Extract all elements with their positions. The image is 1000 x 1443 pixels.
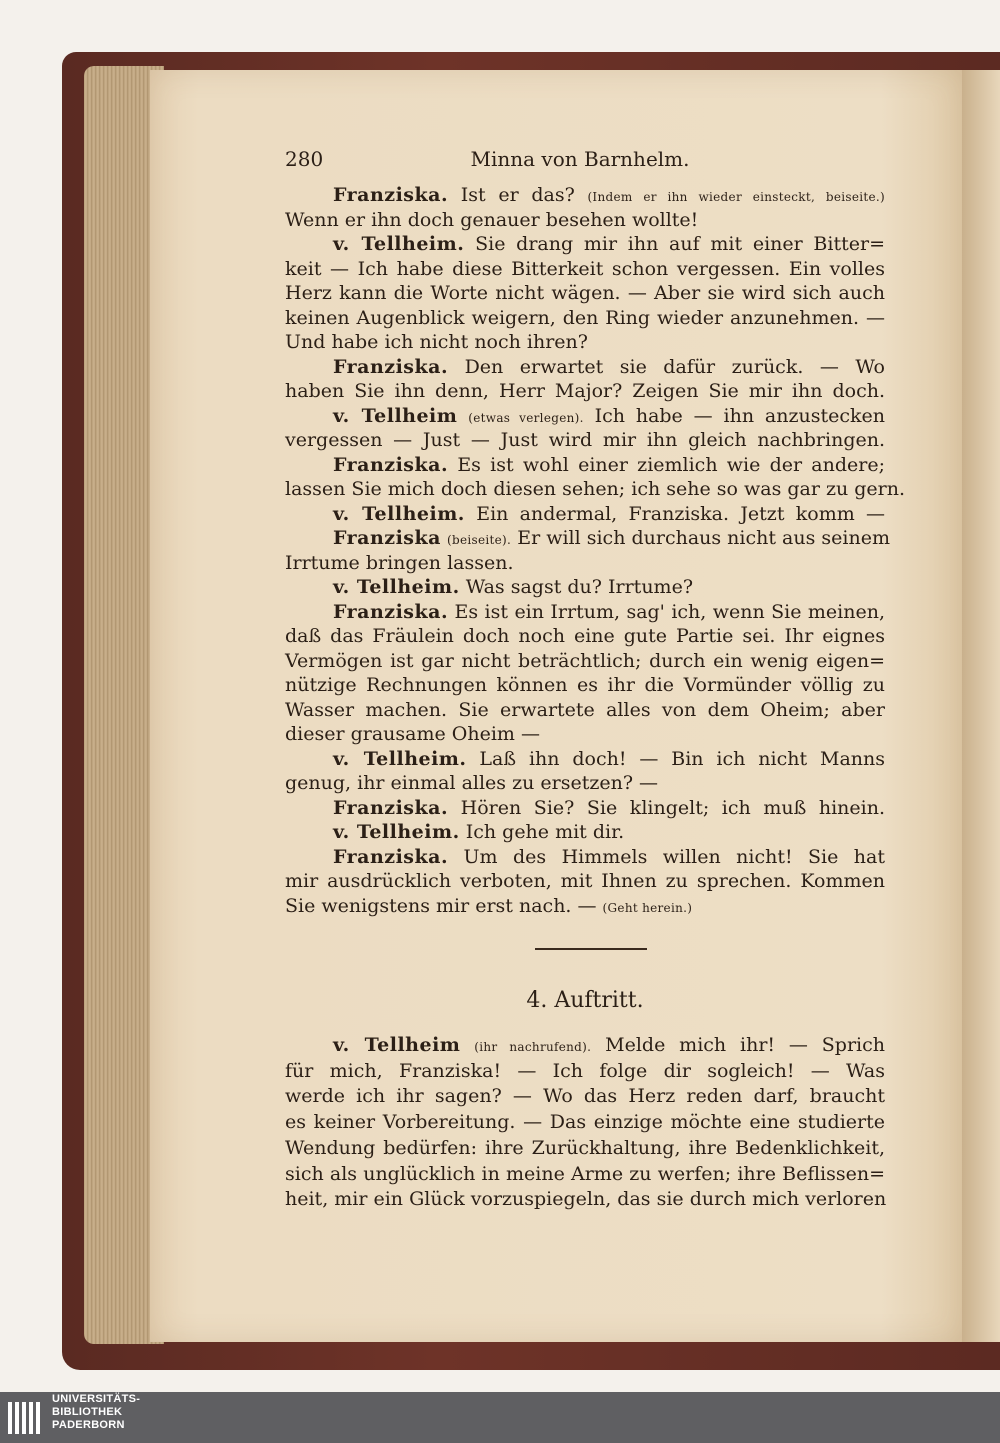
line-text: Sie wenigstens mir erst nach. — [285,894,603,917]
line-text: Herz kann die Worte nicht wägen. — Aber sie wird sich auch [285,282,885,304]
line-text: haben Sie ihn denn, Herr Major? Zeigen Sie mir ihn doch. [285,380,885,402]
stage-direction: (beiseite). [447,533,512,547]
text-line [333,183,885,207]
library-name-line1: UNIVERSITÄTS- [52,1393,141,1405]
line-text: Was sagst du? Irrtume? [459,576,694,598]
line-text: keinen Augenblick weigern, den Ring wieder anzunehmen. — [285,306,885,329]
line-text: Und habe ich nicht noch ihren? [285,331,588,353]
text-line [285,281,885,305]
text-line [285,330,885,354]
line-text: Wenn er ihn doch genauer besehen wollte! [285,208,699,231]
line-text: Wasser machen. Sie erwartete alles von dem Oheim; aber [285,698,885,721]
line-text: werde ich ihr sagen? — Wo das Herz reden darf, braucht [285,1085,885,1108]
text-line [333,747,885,771]
line-text: Irrtume bringen lassen. [285,551,514,574]
text-line [285,1059,885,1083]
text-line [285,1136,885,1160]
text-line [285,208,885,232]
speaker-name: Franziska. [333,184,449,206]
library-footer [0,1392,1000,1443]
stage-direction: (Indem er ihn wieder einsteckt, beiseite.) [587,190,885,204]
line-text: Es ist ein Irrtum, sag' ich, wenn Sie meinen, [448,600,885,623]
text-line [285,257,885,281]
line-text: für mich, Franziska! — Ich folge dir sogleich! — Was [285,1059,885,1082]
text-line [285,869,885,893]
stage-direction: (ihr nachrufend). [474,1040,592,1054]
text-line [333,575,885,599]
library-name [52,1393,140,1432]
text-line [285,428,885,452]
running-title: Minna von Barnhelm. [470,147,690,171]
line-text [460,1034,474,1056]
line-text: nützige Rechnungen können es ihr die Vormünder völlig zu [285,674,885,696]
speaker-name: Franziska. [333,796,449,819]
text-line [333,453,885,477]
line-text: Sie drang mir ihn auf mit einer Bitter= [464,233,885,255]
line-text: Ein andermal, Franziska. Jetzt komm — [464,502,886,525]
text-line [333,232,885,256]
text-line [285,306,885,330]
speaker-name: v. Tellheim [333,1034,461,1056]
line-text: genug, ihr einmal alles zu ersetzen? — [285,772,659,794]
text-line [333,526,890,550]
line-text: vergessen — Just — Just wird mir ihn gleich nachbringen. [285,429,885,451]
speaker-name: Franziska [333,527,441,549]
text-line [285,477,906,501]
speaker-name: v. Tellheim. [333,233,465,255]
line-text: daß das Fräulein doch noch eine gute Partie sei. Ihr eignes [285,625,885,647]
text-line [285,551,885,575]
line-text: es keiner Vorbereitung. — Das einzige möchte eine studierte [285,1111,885,1134]
speaker-name: Franziska. [333,600,449,623]
scene-heading: 4. Auftritt. [526,988,644,1013]
text-line [285,771,885,795]
text-line [285,1110,885,1134]
line-text: Er will sich durchaus nicht aus seinem [511,527,890,549]
text-line [333,404,885,428]
text-line [285,698,885,722]
speaker-name: v. Tellheim. [333,576,460,598]
stage-direction: (etwas verlegen). [468,410,584,425]
text-line [285,624,885,648]
text-line [333,820,885,844]
line-text: sich als unglücklich in meine Arme zu werfen; ihre Beflissen= [285,1162,885,1185]
library-logo-icon [6,1398,46,1438]
page-number: 280 [285,147,324,171]
text-line [333,355,885,379]
line-text: Vermögen ist gar nicht beträchtlich; durch ein wenig eigen= [285,649,885,672]
line-text: Melde mich ihr! — Sprich [591,1034,885,1056]
text-line [333,845,885,869]
line-text [457,405,468,427]
section-divider [535,948,647,950]
stage-direction: (Geht herein.) [602,900,693,915]
text-line [285,649,885,673]
next-page-sliver [962,70,1000,1342]
library-name-line2: BIBLIOTHEK [52,1406,123,1418]
line-text: Ist er das? [448,184,588,206]
text-line [285,894,885,918]
text-line [285,379,885,403]
text-line [333,796,885,820]
line-text: Ich gehe mit dir. [459,821,625,843]
speaker-name: v. Tellheim. [333,502,465,525]
speaker-name: Franziska. [333,453,449,476]
line-text: Es ist wohl einer ziemlich wie der andere; [448,453,885,476]
line-text: keit — Ich habe diese Bitterkeit schon vergessen. Ein volles [285,257,885,280]
line-text: lassen Sie mich doch diesen sehen; ich sehe so was gar zu gern. [285,478,906,500]
text-line [333,600,885,624]
text-line [285,673,885,697]
line-text: Wendung bedürfen: ihre Zurückhaltung, ihre Bedenklichkeit, [285,1136,885,1159]
line-text: Laß ihn doch! — Bin ich nicht Manns [466,747,885,770]
text-line [285,722,885,746]
line-text: Hören Sie? Sie klingelt; ich muß hinein. [448,796,885,819]
speaker-name: Franziska. [333,355,449,378]
line-text: Um des Himmels willen nicht! Sie hat [448,845,885,868]
text-line [285,1084,885,1108]
line-text: Ich habe — ihn anzustecken [583,404,885,427]
text-line [333,502,885,526]
text-line [285,1162,885,1186]
library-name-line3: PADERBORN [52,1419,125,1431]
text-line [285,1187,885,1211]
speaker-name: v. Tellheim. [333,747,467,770]
speaker-name: v. Tellheim. [333,821,460,843]
line-text: heit, mir ein Glück vorzuspiegeln, das sie durch mich verloren [285,1188,887,1211]
text-line [333,1033,885,1057]
line-text: mir ausdrücklich verboten, mit Ihnen zu sprechen. Kommen [285,870,885,892]
line-text: Den erwartet sie dafür zurück. — Wo [448,355,885,378]
speaker-name: v. Tellheim [333,404,458,427]
speaker-name: Franziska. [333,845,449,868]
line-text: dieser grausame Oheim — [285,723,540,745]
